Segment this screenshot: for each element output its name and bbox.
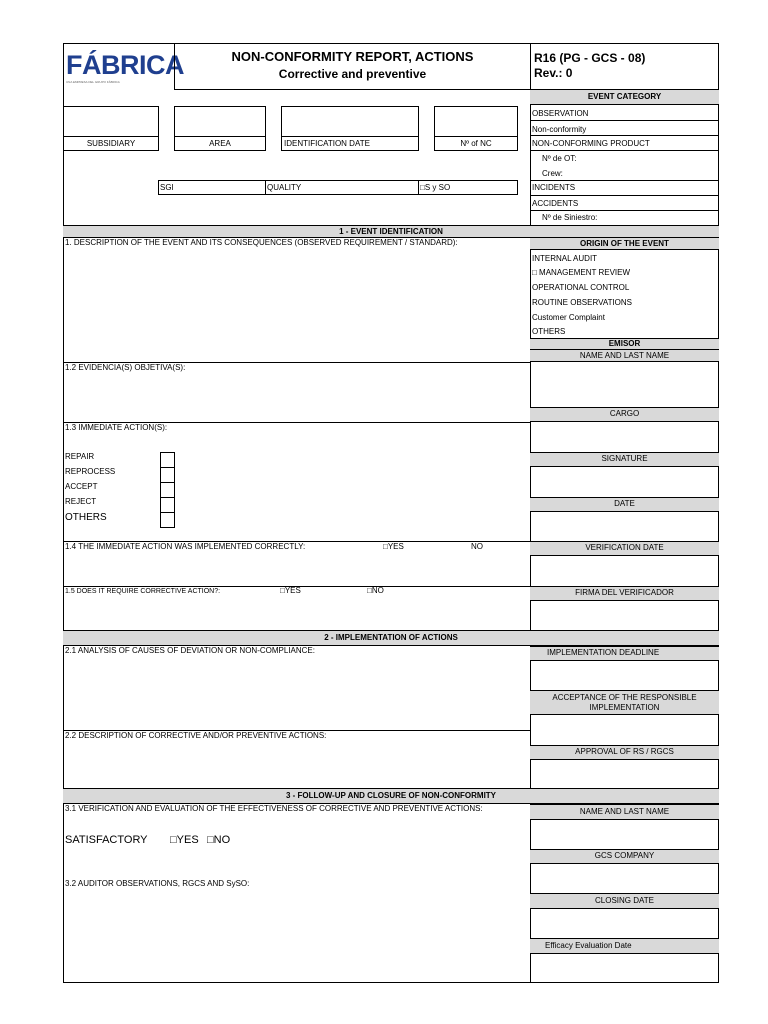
category-accidents[interactable]: ACCIDENTS (532, 199, 579, 208)
area-field[interactable] (174, 106, 266, 137)
emisor-cargo-label: CARGO (530, 407, 719, 422)
claim-number-label: Nº de Siniestro: (542, 213, 598, 222)
gcs-company-field[interactable] (531, 864, 718, 893)
verifier-signature-field[interactable] (531, 601, 718, 630)
corrective-yes-option[interactable]: □YES (280, 586, 301, 595)
action-reprocess-label: REPROCESS (65, 467, 116, 476)
immediate-actions-label: 1.3 IMMEDIATE ACTION(S): (65, 423, 168, 432)
report-subtitle: Corrective and preventive (278, 67, 427, 81)
acceptance-field[interactable] (531, 715, 718, 745)
reprocess-checkbox[interactable] (160, 467, 175, 483)
closure-name-label: NAME AND LAST NAME (530, 804, 719, 820)
acceptance-label-line-2: IMPLEMENTATION (589, 703, 660, 712)
origin-header: ORIGIN OF THE EVENT (530, 237, 719, 250)
emisor-date-field[interactable] (531, 512, 718, 541)
subsidiary-field[interactable] (63, 106, 159, 137)
implementation-deadline-label: IMPLEMENTATION DEADLINE (530, 646, 719, 661)
area-label: AREA (209, 139, 231, 148)
category-incidents[interactable]: INCIDENTS (532, 183, 576, 192)
action-others-label: OTHERS (65, 512, 107, 523)
acceptance-label-line-1: ACCEPTANCE OF THE RESPONSIBLE (552, 693, 697, 702)
emisor-name-field[interactable] (531, 362, 718, 407)
report-title: NON-CONFORMITY REPORT, ACTIONS (231, 49, 474, 64)
corrective-no-option[interactable]: □NO (367, 586, 384, 595)
category-non-conforming-product[interactable]: NON-CONFORMING PRODUCT (532, 139, 650, 148)
identification-date-label: IDENTIFICATION DATE (284, 139, 370, 148)
requires-corrective-action-label: 1.5 DOES IT REQUIRE CORRECTIVE ACTION?: (65, 588, 221, 595)
nc-number-label: Nº of NC (460, 139, 492, 148)
implementation-deadline-field[interactable] (531, 661, 718, 690)
emisor-signature-field[interactable] (531, 467, 718, 497)
accept-checkbox[interactable] (160, 482, 175, 498)
closing-date-label: CLOSING DATE (530, 893, 719, 909)
work-order-number-label: Nº de OT: (542, 154, 577, 163)
origin-operational-control[interactable]: OPERATIONAL CONTROL (532, 283, 630, 292)
logo-tagline: UNA EMPRESA DEL GRUPO FÁBRICA (66, 80, 120, 84)
closure-name-field[interactable] (531, 820, 718, 849)
auditor-observations-label: 3.2 AUDITOR OBSERVATIONS, RGCS AND SySO: (65, 879, 250, 888)
reject-checkbox[interactable] (160, 497, 175, 513)
immediate-action-implemented-label: 1.4 THE IMMEDIATE ACTION WAS IMPLEMENTED CORRECTLY: (65, 542, 306, 551)
origin-internal-audit[interactable]: INTERNAL AUDIT (532, 254, 598, 263)
verification-date-label: VERIFICATION DATE (530, 541, 719, 556)
identification-date-field[interactable] (281, 106, 419, 137)
gcs-company-label: GCS COMPANY (530, 849, 719, 864)
section-1-header: 1 - EVENT IDENTIFICATION (63, 225, 719, 238)
quality-option[interactable]: QUALITY (267, 183, 302, 192)
section-2-header: 2 - IMPLEMENTATION OF ACTIONS (63, 630, 719, 646)
subsidiary-label: SUBSIDIARY (86, 139, 136, 148)
implemented-yes-option[interactable]: □YES (383, 542, 404, 551)
corrective-actions-description-label: 2.2 DESCRIPTION OF CORRECTIVE AND/OR PREVENTIVE ACTIONS: (65, 731, 327, 740)
verification-date-field[interactable] (531, 556, 718, 586)
origin-routine-observations[interactable]: ROUTINE OBSERVATIONS (532, 298, 633, 307)
satisfactory-yes-option[interactable]: □YES (170, 834, 199, 846)
origin-others[interactable]: OTHERS (532, 327, 566, 336)
verifier-signature-label: FIRMA DEL VERIFICADOR (530, 586, 719, 601)
action-accept-label: ACCEPT (65, 482, 98, 491)
efficacy-date-field[interactable] (531, 954, 718, 982)
objective-evidence-label: 1.2 EVIDENCIA(S) OBJETIVA(S): (65, 363, 186, 372)
corrective-actions-description-area[interactable] (64, 742, 529, 788)
emisor-signature-label: SIGNATURE (530, 452, 719, 467)
effectiveness-evaluation-label: 3.1 VERIFICATION AND EVALUATION OF THE EFFECTIVENESS OF CORRECTIVE AND PREVENTIVE ACTIONS: (65, 804, 483, 813)
emisor-cargo-field[interactable] (531, 422, 718, 452)
satisfactory-label: SATISFACTORY (65, 834, 148, 846)
company-logo (66, 50, 184, 88)
cause-analysis-label: 2.1 ANALYSIS OF CAUSES OF DEVIATION OR NON-COMPLIANCE: (65, 646, 315, 655)
emisor-date-label: DATE (530, 497, 719, 512)
closing-date-field[interactable] (531, 909, 718, 938)
origin-management-review[interactable]: □ MANAGEMENT REVIEW (532, 268, 631, 277)
event-category-header: EVENT CATEGORY (530, 89, 719, 105)
satisfactory-no-option[interactable]: □NO (207, 834, 231, 846)
section-3-header: 3 - FOLLOW-UP AND CLOSURE OF NON-CONFORMITY (63, 788, 719, 804)
sgi-option[interactable]: SGI (160, 183, 174, 192)
action-repair-label: REPAIR (65, 452, 95, 461)
approval-label: APPROVAL OF RS / RGCS (530, 745, 719, 760)
efficacy-date-label: Efficacy Evaluation Date (530, 938, 719, 954)
sso-option[interactable]: □S y SO (420, 183, 451, 192)
document-revision: Rev.: 0 (534, 66, 573, 80)
emisor-header: EMISOR (530, 338, 719, 350)
acceptance-label (530, 690, 719, 715)
origin-customer-complaint[interactable]: Customer Complaint (532, 313, 605, 322)
auditor-observations-area[interactable] (64, 890, 529, 982)
objective-evidence-area[interactable] (64, 374, 529, 421)
action-reject-label: REJECT (65, 497, 97, 506)
nc-number-field[interactable] (434, 106, 518, 137)
logo-text: FÁBRICA (66, 50, 184, 80)
crew-label: Crew: (542, 169, 563, 178)
approval-field[interactable] (531, 760, 718, 788)
event-description-label: 1. DESCRIPTION OF THE EVENT AND ITS CONSEQUENCES (OBSERVED REQUIREMENT / STANDARD): (65, 238, 458, 247)
management-system-row (158, 180, 518, 195)
category-non-conformity[interactable]: Non-conformity (532, 125, 587, 134)
others-checkbox[interactable] (160, 512, 175, 528)
event-description-area[interactable] (64, 249, 529, 361)
cause-analysis-area[interactable] (64, 657, 529, 729)
implemented-no-option[interactable]: NO (471, 542, 483, 551)
emisor-name-label: NAME AND LAST NAME (530, 349, 719, 362)
repair-checkbox[interactable] (160, 452, 175, 468)
document-code: R16 (PG - GCS - 08) (534, 51, 646, 65)
category-observation[interactable]: OBSERVATION (532, 109, 589, 118)
